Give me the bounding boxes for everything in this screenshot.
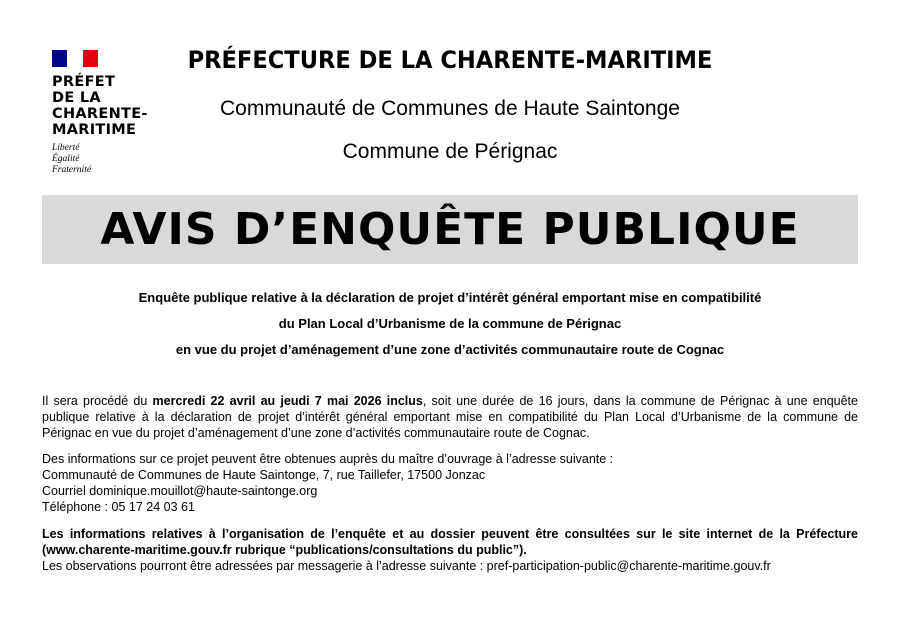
french-flag-icon bbox=[52, 50, 98, 67]
notice-title: AVIS D’ENQUÊTE PUBLIQUE bbox=[100, 204, 800, 255]
flag-red-stripe bbox=[83, 50, 98, 67]
dates-intro: Il sera procédé du bbox=[42, 394, 153, 408]
subject-line: du Plan Local d’Urbanisme de la commune de Pérignac bbox=[278, 316, 622, 331]
inquiry-dates: mercredi 22 avril au jeudi 7 mai 2026 inclus bbox=[152, 394, 423, 408]
commune-name: Commune de Pérignac bbox=[342, 140, 558, 163]
inquiry-dates-paragraph bbox=[42, 393, 858, 441]
contact-phone: Téléphone : 05 17 24 03 61 bbox=[42, 500, 195, 514]
subject-line: Enquête publique relative à la déclaration de projet d’intérêt général emportant mise en compatibilité bbox=[138, 290, 762, 305]
contact-address: Communauté de Communes de Haute Saintonge, 7, rue Taillefer, 17500 Jonzac bbox=[42, 468, 486, 482]
prefecture-title: PRÉFECTURE DE LA CHARENTE-MARITIME bbox=[187, 46, 713, 74]
contact-intro: Des informations sur ce projet peuvent être obtenues auprès du maître d’ouvrage à l’adresse suivante : bbox=[42, 452, 614, 466]
flag-blue-stripe bbox=[52, 50, 67, 67]
inquiry-subject bbox=[42, 288, 858, 366]
notice-banner bbox=[42, 195, 858, 264]
logo-prefet-name: PRÉFET DE LA CHARENTE- MARITIME bbox=[52, 74, 148, 138]
flag-white-stripe bbox=[67, 50, 83, 67]
contact-email: Courriel dominique.mouillot@haute-saintonge.org bbox=[42, 484, 318, 498]
subject-line: en vue du projet d’aménagement d’une zone d’activités communautaire route de Cognac bbox=[175, 342, 725, 357]
observations-email: Les observations pourront être adressées par messagerie à l’adresse suivante : pref-participation-public@charente-maritime.gouv.fr bbox=[42, 559, 771, 573]
consultation-info bbox=[42, 526, 858, 574]
consultation-website: Les informations relatives à l’organisation de l’enquête et au dossier peuvent être consultées sur le site internet de la Préfecture (www.charente-maritime.gouv.fr rubrique “publications/consultations du public”). bbox=[42, 527, 858, 557]
logo-motto: Liberté Égalité Fraternité bbox=[52, 143, 92, 175]
contact-info bbox=[42, 451, 858, 515]
community-name: Communauté de Communes de Haute Saintonge bbox=[220, 97, 680, 120]
dates-details: , soit une durée de 16 jours, dans la commune de Pérignac à une enquête publique relative à la déclaration de projet d’intérêt général emportant mise en compatibilité du Plan Local d’Urbanisme de la commune de Pérignac en vue du projet d’aménagement d’une zone d’activités communautaire route de Cognac. bbox=[42, 394, 858, 440]
